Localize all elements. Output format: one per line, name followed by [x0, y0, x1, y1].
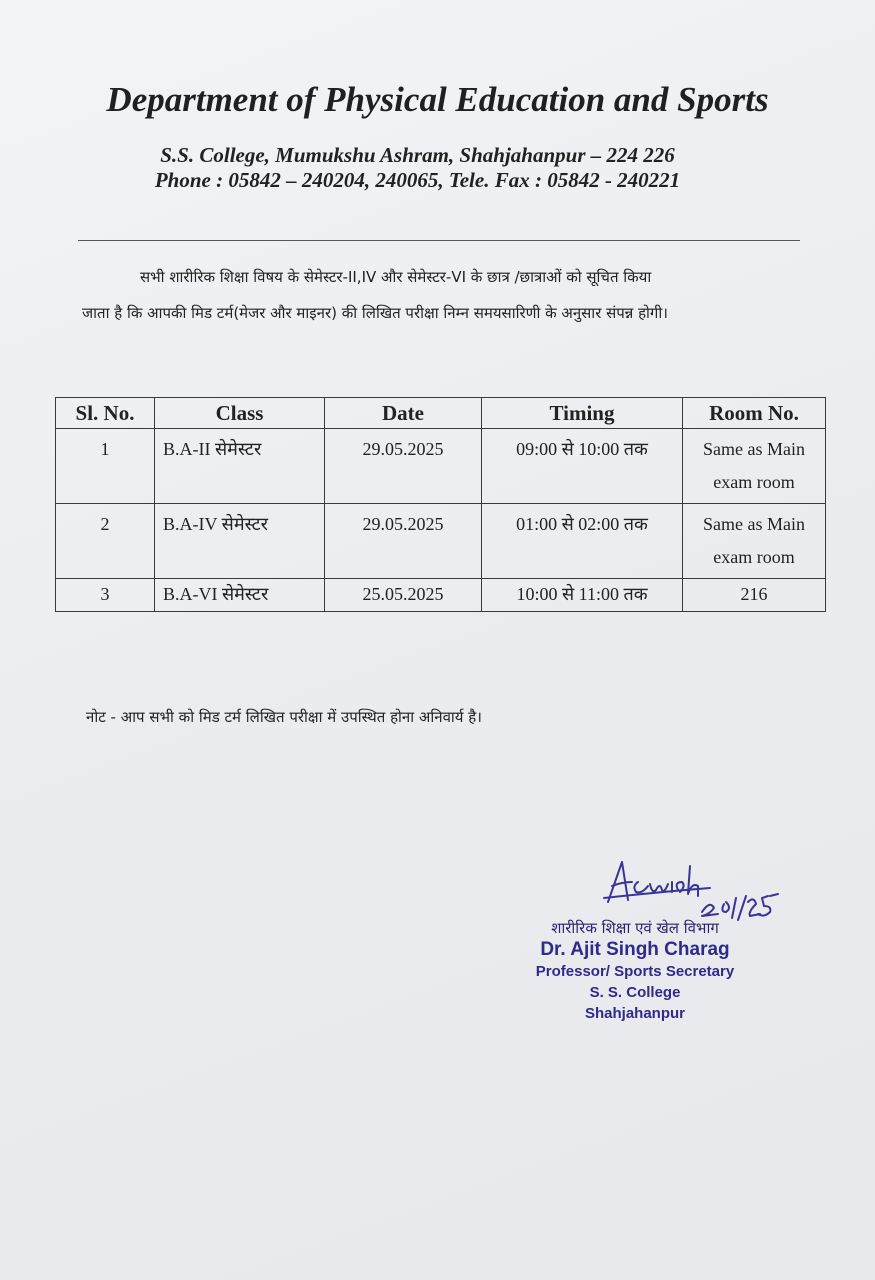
cell-sl-no: 2: [56, 504, 155, 579]
cell-room-no: Same as Main exam room: [683, 504, 826, 579]
intro-paragraph: [82, 259, 798, 331]
signature-stamp: [520, 918, 750, 1024]
handwritten-signature: [598, 852, 788, 922]
cell-class: B.A-VI सेमेस्टर: [155, 579, 325, 612]
cell-class: B.A-II सेमेस्टर: [155, 429, 325, 504]
cell-timing: 10:00 से 11:00 तक: [482, 579, 683, 612]
cell-date: 29.05.2025: [325, 504, 482, 579]
contact-phone: Phone : 05842 – 240204, 240065, Tele. Fax : 05842 - 240221: [154, 168, 681, 192]
intro-line-2: जाता है कि आपकी मिड टर्म(मेजर और माइनर) की लिखित परीक्षा निम्न समयसारिणी के अनुसार संपन्न होगी।: [82, 304, 668, 322]
header-timing: Timing: [482, 398, 683, 429]
exam-schedule-table: [55, 397, 826, 612]
table-row: [56, 504, 826, 579]
stamp-role: Professor/ Sports Secretary: [535, 963, 735, 980]
cell-date: 29.05.2025: [325, 429, 482, 504]
department-title: Department of Physical Education and Sports: [106, 80, 769, 119]
cell-timing: 01:00 से 02:00 तक: [482, 504, 683, 579]
stamp-name: Dr. Ajit Singh Charag: [540, 939, 730, 960]
cell-date: 25.05.2025: [325, 579, 482, 612]
table-row: [56, 579, 826, 612]
table-header-row: [56, 398, 826, 429]
intro-line-1: सभी शारीरिक शिक्षा विषय के सेमेस्टर-II,IV और सेमेस्टर-VI के छात्र /छात्राओं को सूचित किया: [140, 268, 652, 286]
college-address-block: [0, 143, 835, 193]
header-class: Class: [155, 398, 325, 429]
stamp-department: शारीरिक शिक्षा एवं खेल विभाग: [551, 919, 719, 937]
cell-sl-no: 1: [56, 429, 155, 504]
stamp-college: S. S. College: [589, 984, 681, 1001]
header-room-no: Room No.: [683, 398, 826, 429]
header-date: Date: [325, 398, 482, 429]
college-address: S.S. College, Mumukshu Ashram, Shahjahanpur – 224 226: [160, 143, 675, 167]
cell-sl-no: 3: [56, 579, 155, 612]
header-sl-no: Sl. No.: [56, 398, 155, 429]
stamp-city: Shahjahanpur: [584, 1005, 685, 1022]
mandatory-attendance-note: नोट - आप सभी को मिड टर्म लिखित परीक्षा में उपस्थित होना अनिवार्य है।: [86, 708, 482, 726]
cell-timing: 09:00 से 10:00 तक: [482, 429, 683, 504]
table-row: [56, 429, 826, 504]
cell-room-no: 216: [683, 579, 826, 612]
cell-room-no: Same as Main exam room: [683, 429, 826, 504]
header-divider: [78, 240, 800, 241]
cell-class: B.A-IV सेमेस्टर: [155, 504, 325, 579]
